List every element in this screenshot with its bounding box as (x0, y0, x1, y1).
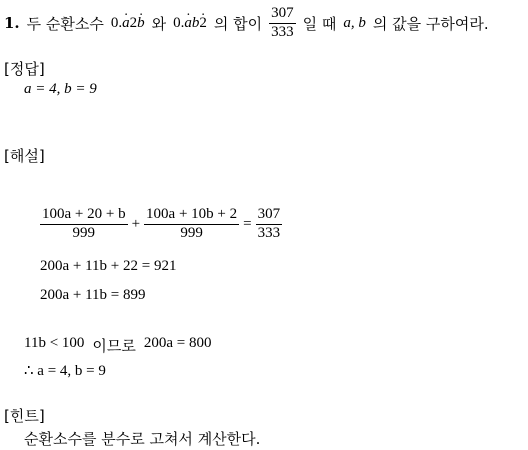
problem-text-5: 의 값을 구하여라. (372, 14, 489, 33)
equals-sign: = (243, 215, 252, 232)
solution-line-4: 11b < 100 이므로 200a = 800 (24, 335, 212, 355)
plus-sign: + (131, 215, 141, 232)
hint-text: 순환소수를 분수로 고쳐서 계산한다. (24, 430, 261, 448)
problem-text-2: 와 (151, 14, 167, 33)
problem-text-1: 두 순환소수 (26, 14, 104, 33)
problem-text-4: 일 때 (302, 14, 337, 33)
answer-label: [정답] (4, 60, 45, 78)
repeating-decimal-2: 0.a ·b2 · (173, 15, 207, 32)
fraction-3: $\frac{307}{333}$ (257, 206, 281, 241)
solution-equation-1 (40, 207, 282, 242)
problem-line (4, 6, 489, 41)
hint-label: [힌트] (4, 407, 45, 425)
solution-label: [해설] (4, 147, 45, 165)
solution-equation-3: 200a + 11b = 899 (40, 287, 146, 303)
fraction-1: $\frac{100a + 20 + b}{999}$ (42, 206, 126, 241)
fraction-2: $\frac{100a + 10b + 2}{999}$ (146, 206, 238, 241)
solution-equation-2: 200a + 11b + 22 = 921 (40, 258, 177, 274)
problem-number: 1. (4, 14, 20, 33)
problem-text-3: 의 합이 (213, 14, 263, 33)
repeating-decimal-1: 0.a ·2b · (111, 15, 145, 32)
problem-vars: a, b (343, 14, 366, 31)
problem-fraction: $\frac{307}{333}$ (271, 5, 294, 40)
answer-value: a = 4, b = 9 (24, 81, 97, 97)
solution-conclusion: ∴ a = 4, b = 9 (24, 363, 106, 379)
